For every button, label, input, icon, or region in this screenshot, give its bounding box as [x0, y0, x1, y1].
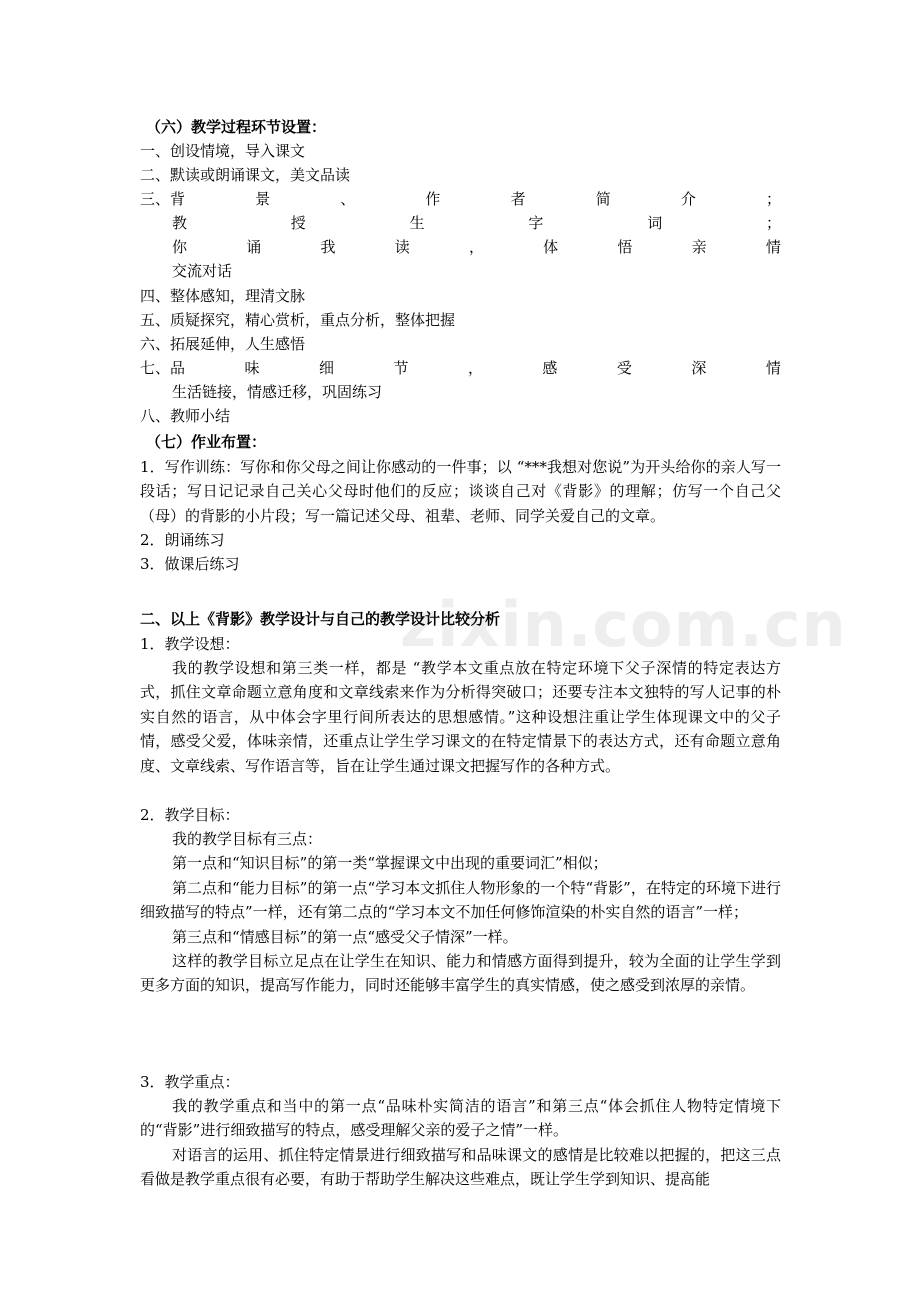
list-item-3-line3	[172, 235, 781, 259]
text-fragment: 节	[393, 359, 409, 377]
list-item-3-line4: 交流对话	[172, 262, 233, 280]
text-fragment: ，	[468, 238, 484, 256]
text-fragment: 悟	[617, 238, 633, 256]
text-fragment: 授	[290, 214, 306, 232]
text-fragment: 亲	[691, 238, 707, 256]
list-item: 八、教师小结	[140, 407, 231, 425]
subsection-title: 1．教学设想：	[140, 635, 240, 653]
list-item: 四、整体感知，理清文脉	[140, 287, 306, 305]
text-fragment: 、	[340, 190, 356, 208]
list-item-3-line1	[140, 187, 781, 211]
text-fragment: 深	[691, 359, 707, 377]
text-fragment: 词	[647, 214, 663, 232]
list-item-3-line2	[172, 211, 781, 235]
paragraph: 我的教学重点和当中的第一点“品味朴实简洁的语言”和第三点“体会抓住人物特定情境下的“背影”进行细致描写的特点，感受理解父亲的爱子之情”一样。	[140, 1097, 781, 1140]
text-fragment: 三、背	[140, 190, 186, 208]
text-fragment: 字	[528, 214, 544, 232]
subsection-body	[140, 1094, 781, 1192]
text-fragment: 你	[172, 238, 188, 256]
paragraph: 对语言的运用、抓住特定情景进行细致描写和品味课文的感情是比较难以把握的，把这三点看做是教学重点很有必要，有助于帮助学生解决这些难点，既让学生学到知识、提高能	[140, 1145, 781, 1189]
text-fragment: 教	[172, 214, 188, 232]
text-fragment: 简	[595, 190, 611, 208]
text-fragment: ，	[467, 359, 483, 377]
list-item: 二、默读或朗诵课文，美文品读	[140, 166, 351, 184]
paragraph: 我的教学目标有三点：	[172, 830, 323, 848]
watermark: zixin.com.cn	[400, 588, 847, 661]
text-fragment: 者	[510, 190, 526, 208]
text-fragment: 细	[318, 359, 334, 377]
paragraph: 第三点和“情感目标”的第一点“感受父子情深”一样。	[172, 927, 518, 946]
part2-heading: 二、以上《背影》教学设计与自己的教学设计比较分析	[140, 610, 501, 628]
list-item: 一、创设情境，导入课文	[140, 142, 306, 160]
text-fragment: 作	[425, 190, 441, 208]
subsection-body	[140, 827, 781, 998]
text-fragment: ；	[765, 214, 781, 232]
paragraph: 第二点和“能力目标”的第一点“学习本文抓住人物形象的一个特“背影”，在特定的环境下进行细致描写的特点”一样，还有第二点的“学习本文不加任何修饰渲染的朴实自然的语言”一样；	[140, 878, 781, 922]
text-fragment: 受	[616, 359, 632, 377]
text-fragment: 景	[255, 190, 271, 208]
paragraph: 这样的教学目标立足点在让学生在知识、能力和情感方面得到提升，较为全面的让学生学到更多方面的知识，提高写作能力，同时还能够丰富学生的真实情感，使之感受到浓厚的亲情。	[140, 952, 781, 995]
list-item: 五、质疑探究，精心赏析，重点分析，整体把握	[140, 311, 456, 329]
text-fragment: ；	[765, 190, 781, 208]
paragraph: 第一点和“知识目标”的第一类“掌握课文中出现的重要词汇”相似；	[172, 854, 608, 873]
subsection-title: 3．教学重点：	[140, 1073, 240, 1091]
text-fragment: 读	[394, 238, 410, 256]
paragraph: 我的教学设想和第三类一样，都是 “教学本文重点放在特定环境下父子深情的特定表达方式，抓住文章命题立意角度和文章线索来作为分析得突破口；还要专注本文独特的写人记事的朴实自然的语言，从中体会字里行间所表达的思想感情。”这种设想注重让学生体现课文中的父子情，感受父爱，体味亲情，还重点让学生学习课文的在特定情景下的表达方式，还有命题立意角度、文章线索、写作语言等，旨在让学生通过课文把握写作的各种方式。	[140, 659, 781, 775]
text-fragment: 生	[409, 214, 425, 232]
homework-item-3: 3．做课后练习	[140, 555, 240, 573]
list-item-7-line1	[140, 356, 781, 380]
homework-item-1: 1．写作训练：写你和你父母之间让你感动的一件事；以 “***我想对您说”为开头给你的亲人写一段话；写日记记录自己关心父母时他们的反应；谈谈自己对《背影》的理解；仿写一个自己父（母）的背影的小片段；写一篇记述父母、祖辈、老师、同学关爱自己的文章。	[140, 458, 781, 525]
text-fragment: 味	[244, 359, 260, 377]
section6-heading: （六）教学过程环节设置：	[146, 118, 327, 136]
text-fragment: 我	[320, 238, 336, 256]
section7-heading: （七）作业布置：	[146, 433, 267, 451]
text-fragment: 七、品	[140, 359, 186, 377]
text-fragment: 介	[680, 190, 696, 208]
text-fragment: 情	[765, 359, 781, 377]
text-fragment: 体	[543, 238, 559, 256]
text-fragment: 情	[765, 238, 781, 256]
text-fragment: 诵	[246, 238, 262, 256]
homework-item-2: 2．朗诵练习	[140, 531, 225, 549]
list-item-7-line2: 生活链接，情感迁移，巩固练习	[172, 383, 383, 401]
list-item: 六、拓展延伸，人生感悟	[140, 335, 306, 353]
text-fragment: 感	[542, 359, 558, 377]
subsection-title: 2．教学目标：	[140, 806, 240, 824]
